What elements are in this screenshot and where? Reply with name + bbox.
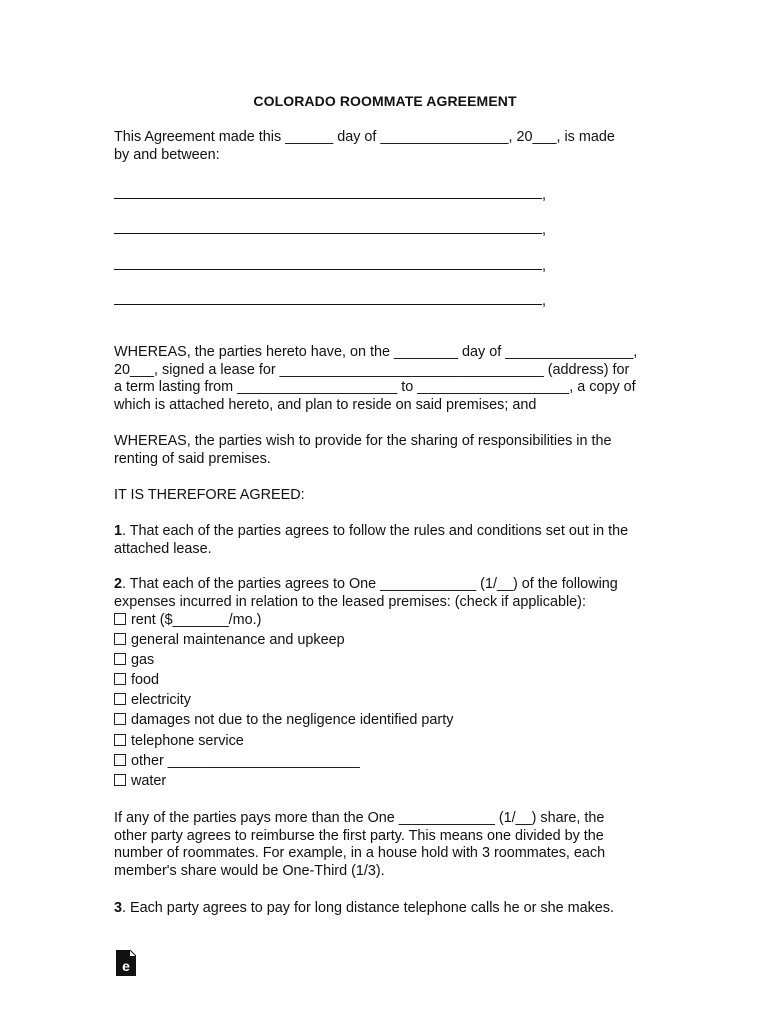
whereas-line: which is attached hereto, and plan to reside on said premises; and	[114, 396, 537, 413]
checklist-item-water[interactable]	[114, 773, 166, 790]
whereas-line: WHEREAS, the parties hereto have, on the ________ day of ________________,	[114, 344, 638, 360]
clause-line: . That each of the parties agrees to follow the rules and conditions set out in the	[122, 523, 629, 539]
checkbox[interactable]	[114, 633, 126, 645]
checklist-label: general maintenance and upkeep	[131, 632, 345, 648]
party-blank[interactable]	[114, 292, 542, 305]
clause-number: 1	[114, 523, 123, 539]
clause-line: expenses incurred in relation to the leased premises: (check if applicable):	[114, 593, 586, 610]
checklist-label: electricity	[131, 692, 191, 708]
checkbox[interactable]	[114, 693, 126, 705]
intro-line: This Agreement made this ______ day of ________________, 20___, is made	[114, 129, 615, 145]
checklist-item-telephone[interactable]	[114, 733, 244, 750]
checklist-label: rent ($_______/mo.)	[131, 612, 262, 628]
whereas-line: a term lasting from ____________________ to ___________________, a copy of	[114, 379, 636, 396]
checkbox[interactable]	[114, 673, 126, 685]
share-line: number of roommates. For example, in a house hold with 3 roommates, each	[114, 845, 606, 862]
checkbox[interactable]	[114, 613, 126, 625]
checklist-label: other ________________________	[131, 753, 360, 769]
party-comma: ,	[542, 293, 546, 309]
party-blank[interactable]	[114, 257, 542, 270]
intro-paragraph	[114, 129, 674, 164]
whereas-line: 20___, signed a lease for _________________________________ (address) for	[114, 361, 630, 378]
whereas-sharing-paragraph	[114, 433, 674, 468]
agreed-heading: IT IS THEREFORE AGREED:	[114, 487, 305, 503]
intro-line: by and between:	[114, 146, 220, 163]
checklist-item-other[interactable]	[114, 753, 360, 770]
clause-number: 3	[114, 900, 123, 916]
checklist-label: telephone service	[131, 733, 244, 749]
checkbox[interactable]	[114, 713, 126, 725]
party-comma: ,	[542, 258, 546, 274]
party-line-1[interactable]	[114, 186, 546, 204]
clause-1	[114, 523, 674, 558]
checkbox[interactable]	[114, 754, 126, 766]
checklist-item-damages[interactable]	[114, 712, 453, 729]
checklist-item-maintenance[interactable]	[114, 632, 345, 649]
party-line-2[interactable]	[114, 221, 546, 239]
clause-number: 2	[114, 576, 123, 592]
checklist-label: gas	[131, 652, 155, 668]
clause-2	[114, 576, 674, 611]
checkbox[interactable]	[114, 774, 126, 786]
checkbox[interactable]	[114, 734, 126, 746]
party-blank[interactable]	[114, 221, 542, 234]
clause-3	[114, 900, 674, 918]
document-title: COLORADO ROOMMATE AGREEMENT	[253, 93, 517, 109]
party-comma: ,	[542, 187, 546, 203]
svg-text:e: e	[122, 958, 130, 974]
party-comma: ,	[542, 222, 546, 238]
whereas-lease-paragraph	[114, 344, 674, 414]
clause-line: attached lease.	[114, 540, 212, 557]
clause-line: . Each party agrees to pay for long distance telephone calls he or she makes.	[122, 900, 614, 916]
whereas-line: WHEREAS, the parties wish to provide for the sharing of responsibilities in the	[114, 433, 612, 449]
checklist-label: water	[131, 773, 167, 789]
checklist-label: food	[131, 672, 160, 688]
eforms-logo-icon	[116, 950, 136, 976]
checklist-item-rent[interactable]	[114, 612, 261, 629]
share-line: member's share would be One-Third (1/3).	[114, 862, 385, 879]
checkbox[interactable]	[114, 653, 126, 665]
party-blank[interactable]	[114, 186, 542, 199]
whereas-line: renting of said premises.	[114, 450, 271, 467]
checklist-label: damages not due to the negligence identified party	[131, 712, 454, 728]
clause-line: . That each of the parties agrees to One ____________ (1/__) of the following	[122, 576, 618, 592]
share-line: If any of the parties pays more than the One ____________ (1/__) share, the	[114, 810, 605, 826]
share-paragraph	[114, 810, 674, 880]
checklist-item-gas[interactable]	[114, 652, 154, 669]
party-line-3[interactable]	[114, 257, 546, 275]
checklist-item-electricity[interactable]	[114, 692, 191, 709]
share-line: other party agrees to reimburse the first party. This means one divided by the	[114, 827, 604, 844]
party-line-4[interactable]	[114, 292, 546, 310]
checklist-item-food[interactable]	[114, 672, 159, 689]
